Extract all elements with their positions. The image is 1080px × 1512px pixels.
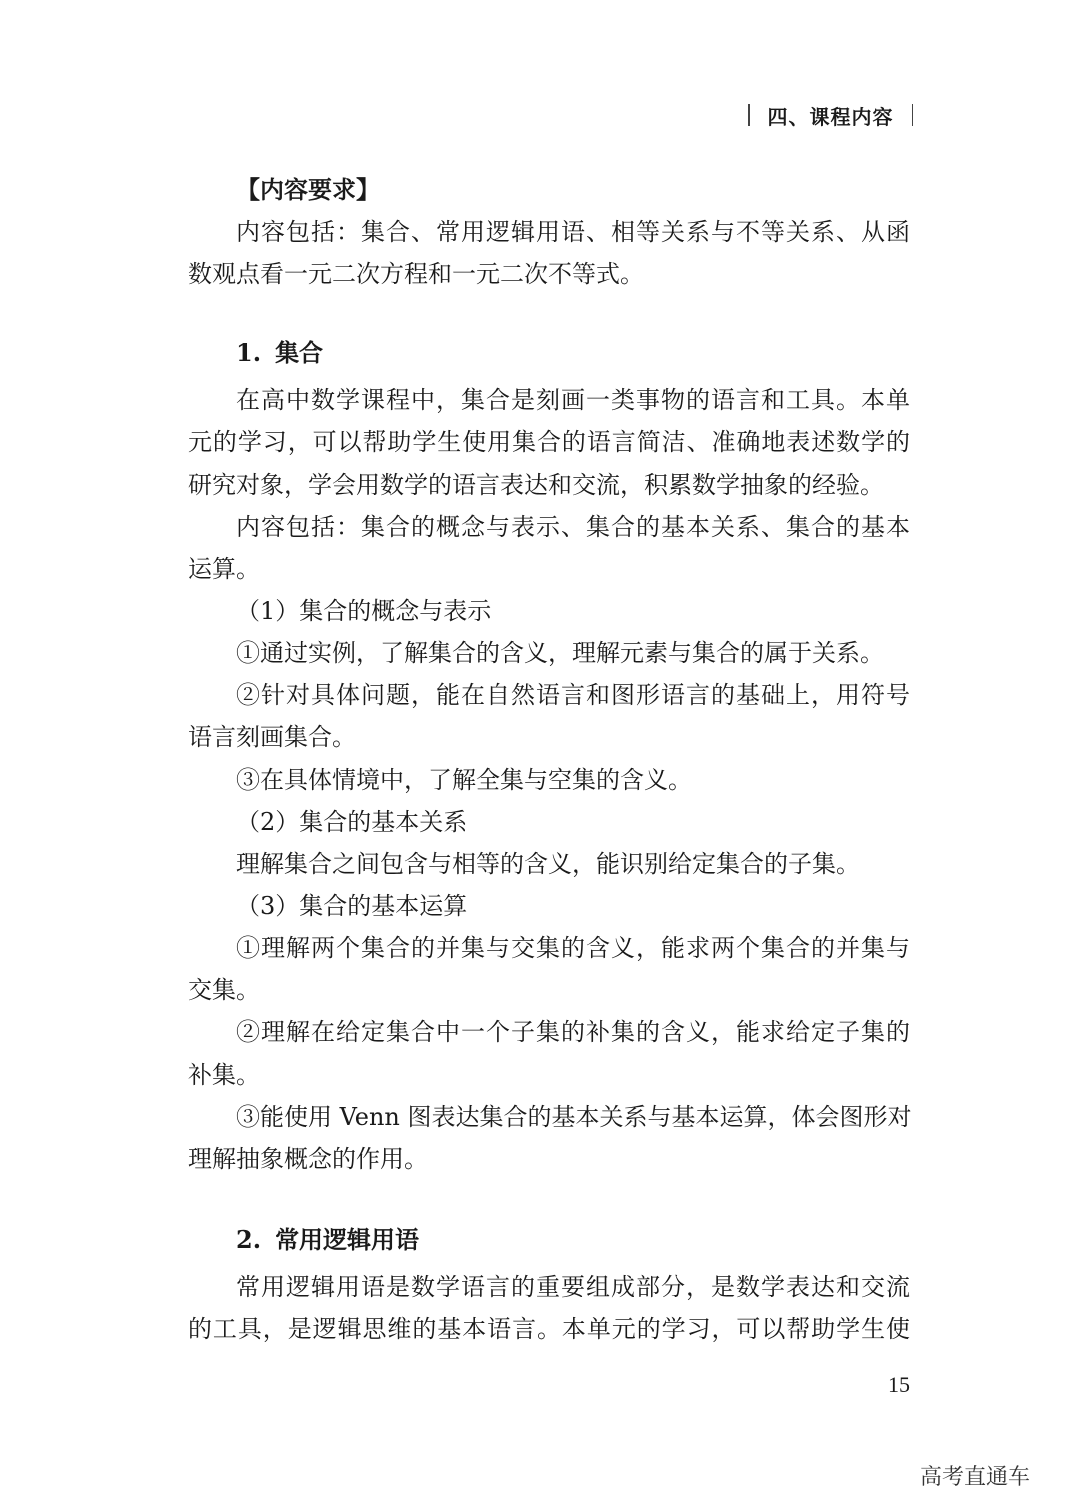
paragraph-line: 的工具，是逻辑思维的基本语言。本单元的学习，可以帮助学生使 [188, 1315, 910, 1343]
paragraph-line: 元的学习，可以帮助学生使用集合的语言简洁、准确地表述数学的 [188, 428, 910, 456]
list-item: 理解集合之间包含与相等的含义，能识别给定集合的子集。 [236, 850, 860, 878]
section-2-number: 2. [236, 1225, 262, 1254]
list-item-continuation: 交集。 [188, 976, 260, 1004]
paragraph-line: 研究对象，学会用数学的语言表达和交流，积累数学抽象的经验。 [188, 471, 884, 499]
list-item-continuation: 补集。 [188, 1061, 260, 1089]
subsection-2-title: （2）集合的基本关系 [236, 808, 468, 836]
list-item: ②针对具体问题，能在自然语言和图形语言的基础上，用符号 [236, 681, 910, 709]
list-item: ①理解两个集合的并集与交集的含义，能求两个集合的并集与 [236, 934, 910, 962]
paragraph-line: 内容包括：集合的概念与表示、集合的基本关系、集合的基本 [236, 513, 910, 541]
list-item: ③在具体情境中，了解全集与空集的含义。 [236, 766, 692, 794]
header-right-divider [912, 104, 914, 126]
paragraph-line: 内容包括：集合、常用逻辑用语、相等关系与不等关系、从函 [236, 218, 910, 246]
section-1-heading [236, 338, 323, 368]
header-section-title: 四、课程内容 [767, 104, 894, 129]
list-item: ②理解在给定集合中一个子集的补集的含义，能求给定子集的 [236, 1018, 910, 1046]
section-2-heading [236, 1225, 419, 1255]
paragraph-line: 在高中数学课程中，集合是刻画一类事物的语言和工具。本单 [236, 386, 910, 414]
section-1-title: 集合 [275, 339, 324, 367]
page-number: 15 [888, 1372, 910, 1397]
subsection-3-title: （3）集合的基本运算 [236, 892, 468, 920]
paragraph-line: 数观点看一元二次方程和一元二次不等式。 [188, 260, 644, 288]
list-item: ①通过实例，了解集合的含义，理解元素与集合的属于关系。 [236, 639, 884, 667]
paragraph-line: 运算。 [188, 555, 260, 583]
running-header [748, 98, 913, 132]
list-item-continuation: 理解抽象概念的作用。 [188, 1145, 428, 1173]
list-item-continuation: 语言刻画集合。 [188, 723, 356, 751]
paragraph-line: 常用逻辑用语是数学语言的重要组成部分，是数学表达和交流 [236, 1273, 910, 1301]
list-item: ③能使用 Venn 图表达集合的基本关系与基本运算，体会图形对 [236, 1103, 912, 1131]
content-requirements-title: 【内容要求】 [236, 176, 380, 204]
section-1-number: 1. [236, 338, 262, 367]
watermark: 高考直通车 [920, 1465, 1031, 1490]
subsection-1-title: （1）集合的概念与表示 [236, 597, 492, 625]
section-2-title: 常用逻辑用语 [275, 1226, 420, 1254]
